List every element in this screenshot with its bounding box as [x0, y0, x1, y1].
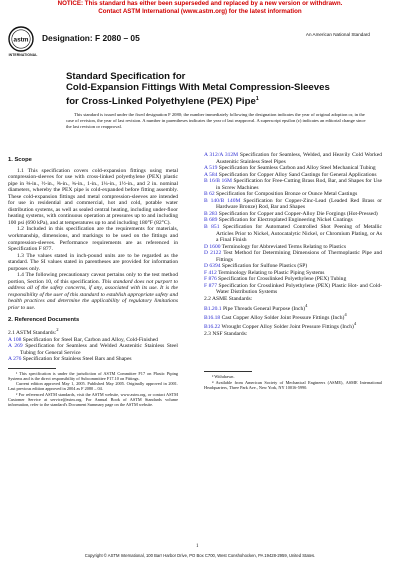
page-number: 1: [196, 544, 199, 549]
reference-link[interactable]: B1.20.1: [204, 305, 222, 312]
reference-item: [204, 198, 382, 211]
referenced-documents-heading: 2. Referenced Documents: [8, 316, 80, 323]
copyright-notice: Copyright © ASTM International, 100 Barr Harbor Drive, PO Box C700, West Conshohocken, PA 19428-2959, United States.: [84, 553, 316, 558]
footnote-divider: [8, 368, 56, 369]
logo-caption: INTERNATIONAL: [8, 53, 38, 57]
left-column: [8, 152, 178, 407]
title-line-3-text: for Cross-Linked Polyethylene (PEX) Pipe: [66, 95, 256, 107]
footnote: Current edition approved May 1, 2005. Published May 2005. Originally approved in 2001. Last previous edition approved in 2004 as F 2080 – 04.: [8, 381, 178, 392]
reference-title: Specification for Seamless Carbon and Alloy Steel Mechanical Tubing: [217, 165, 376, 172]
right-column: [204, 152, 382, 390]
scope-paragraph-4-text: 1.4 The following precautionary caveat pertains only to the test method portion, Section 10, of this specification.: [8, 272, 178, 285]
reference-link[interactable]: B 689: [204, 217, 218, 224]
footnote: ¹ This specification is under the jurisdiction of ASTM Committee F17 on Plastic Piping Systems and is the direct responsibility of Subcommittee F17.10 on Fittings.: [8, 370, 178, 381]
reference-title: Specification for Free-Cutting Brass Rod, Bar, and Shapes for Use in Screw Machines: [216, 178, 382, 191]
asme-reference-list: [204, 303, 382, 331]
footnote: ² For referenced ASTM standards, visit the ASTM website, www.astm.org, or contact ASTM Customer Service at service@astm.org. For Annual Book of ASTM Standards volume information, refer to the standard's Document Summary page on the ASTM website.: [8, 391, 178, 407]
reference-link[interactable]: B16.22: [204, 324, 221, 331]
reference-link[interactable]: F 412: [204, 269, 217, 276]
reference-title: Specification for Copper and Copper-Alloy Die Forgings (Hot-Pressed): [217, 210, 378, 217]
reference-link[interactable]: B 62: [204, 191, 215, 198]
reference-item: [204, 303, 382, 312]
reference-link[interactable]: A 519: [204, 165, 218, 172]
reference-link[interactable]: B 283: [204, 210, 218, 217]
reference-link[interactable]: F 876: [204, 276, 217, 283]
footnote: ⁴ Available from American Society of Mechanical Engineers (ASME), ASME International Headquarters, Three Park Ave., New York, NY 10016-5990.: [204, 379, 382, 390]
reference-item: [204, 321, 382, 330]
reference-item: [204, 152, 382, 165]
reference-title: Specification for Crosslinked Polyethylene (PEX) Tubing: [216, 276, 347, 283]
reference-link[interactable]: B 851: [204, 224, 220, 231]
notice-banner: [0, 0, 400, 15]
reference-title: Specification for Stainless Steel Bars and Shapes: [21, 356, 132, 363]
right-footnotes: [204, 374, 382, 390]
reference-title: Terminology for Abbreviated Terms Relating to Plastics: [220, 243, 346, 250]
left-footnotes: [8, 371, 178, 407]
right-reference-list: [204, 152, 382, 296]
reference-title: Specification for Steel Bar, Carbon and Alloy, Cold-Finished: [21, 336, 158, 343]
scope-heading: 1. Scope: [8, 157, 32, 163]
scope-paragraph-1: 1.1 This specification covers cold-expansion fittings using metal compression-sleeves for use with cross-linked polyethylene (PEX) plastic pipe in ⅜-in., ½-in., ⅝-in., ¾-in., 1-in., 1¼-in., 1½-in., and 2 in. nominal diameters, whereby the PEX pipe is cold-expanded before fitting assembly. These cold-expansion fittings and metal compression-sleeves are intended for use in residential and commercial, hot and cold, potable water distribution systems, as well as sealed central heating, including under-floor heating systems, with continuous operation at pressures up to and including 100 psi (690 kPa), and at temperatures up to and including 180°F (82°C).: [8, 167, 178, 226]
title-footnote-mark: 1: [255, 95, 259, 102]
reference-item: [8, 356, 178, 363]
footnote: ³ Withdrawn.: [212, 374, 235, 380]
reference-item: [204, 312, 382, 321]
document-title: [66, 72, 376, 108]
reference-footnote-mark: 4: [305, 302, 308, 308]
reference-title: Specification for Copper Alloy Sand Castings for General Applications: [217, 171, 377, 178]
scope-paragraph-2: 1.2 Included in this specification are the requirements for materials, workmanship, dimensions, and markings to be used on the fittings and compression-sleeves. Performance requirements are as referenced in Specification F 877.: [8, 226, 178, 253]
title-line-3: [66, 94, 376, 108]
astm-standards-mark: 2: [56, 327, 59, 333]
reference-title: Specification for Sulfone Plastics (SP): [220, 263, 308, 270]
reference-title: Specification for Seamless, Welded, and Heavily Cold Worked Austenitic Stainless Steel Pipes: [216, 152, 382, 165]
reference-title: Specification for Electroplated Engineering Nickel Coatings: [217, 217, 353, 224]
national-standard-label: An American National Standard: [305, 32, 370, 37]
reference-link[interactable]: A 269: [8, 343, 23, 350]
reference-link[interactable]: A 312/A 312M: [204, 152, 239, 158]
reference-link[interactable]: B 140/B 140M: [204, 197, 241, 204]
reference-link[interactable]: A 108: [8, 336, 22, 343]
svg-text:astm: astm: [13, 36, 29, 44]
notice-line-1: NOTICE: This standard has either been superseded and replaced by a new version or withdrawn.: [57, 0, 343, 7]
reference-title: Pipe Threads General Purpose (Inch): [221, 305, 306, 312]
reference-title: Specification for Seamless and Welded Austenitic Stainless Steel Tubing for General Service: [20, 343, 178, 356]
designation: Designation: F 2080 – 05: [42, 33, 140, 43]
nsf-standards-subheading: 2.3 NSF Standards:: [204, 330, 248, 337]
reference-title: Specification for Composition Bronze or Ounce Metal Castings: [214, 191, 358, 198]
footnote-divider-right: [204, 371, 252, 372]
astm-standards-subheading: [8, 327, 178, 336]
reference-item: [204, 283, 382, 296]
astm-standards-label: 2.1 ASTM Standards:: [8, 329, 57, 336]
reference-item: [8, 343, 178, 356]
reference-link[interactable]: B 16/B 16M: [204, 178, 232, 185]
notice-line-2: Contact ASTM International (www.astm.org) for the latest information: [98, 7, 302, 15]
scope-paragraph-4: [8, 272, 178, 311]
title-line-2: Cold-Expansion Fittings With Metal Compression-Sleeves: [66, 81, 330, 93]
reference-link[interactable]: B16.18: [204, 314, 221, 321]
reference-footnote-mark: 4: [353, 321, 357, 327]
reference-title: Specification for Copper-Zinc-Lead (Leaded Red Brass or Hardware Bronze) Rod, Bar and Shapes: [216, 197, 382, 211]
reference-title: Specification for Automated Controlled Shot Peening of Metallic Articles Prior to Nickel, Autocatalytic Nickel, or Chromium Plating, or As a Final Finish: [216, 224, 382, 244]
left-reference-list: [8, 337, 178, 363]
reference-title: Wrought Copper Alloy Solder Joint Pressure Fittings (Inch): [220, 324, 354, 331]
reference-item: [204, 178, 382, 191]
title-line-1: Standard Specification for: [66, 71, 186, 82]
asme-standards-subheading: 2.2 ASME Standards:: [204, 296, 253, 303]
reference-item: [204, 250, 382, 263]
issuance-note: This standard is issued under the fixed designation F 2080; the number immediately following the designation indicates the year of original adoption or, in the case of revision, the year of last revision. A number in parentheses indicates the year of last reapproval. A superscript epsilon (ε) indicates an editorial change since the last revision or reapproval.: [66, 112, 366, 129]
reference-title: Cast Copper Alloy Solder Joint Pressure Fittings (Inch): [220, 314, 345, 321]
reference-link[interactable]: A 584: [204, 171, 218, 178]
reference-link[interactable]: F 877: [204, 282, 217, 289]
reference-title: Terminology Relating to Plastic Piping Systems: [216, 269, 325, 276]
reference-item: [204, 224, 382, 244]
reference-link[interactable]: A 276: [8, 356, 22, 363]
astm-logo: [8, 26, 34, 52]
reference-link[interactable]: D 2122: [204, 250, 222, 257]
scope-paragraph-3: 1.3 The values stated in inch-pound units are to be regarded as the standard. The SI values stated in parentheses are provided for information purposes only.: [8, 252, 178, 272]
reference-link[interactable]: D 6394: [204, 263, 221, 270]
reference-title: Test Method for Determining Dimensions of Thermoplastic Pipe and Fittings: [216, 250, 382, 263]
safety-caveat: This standard does not purport to address all of the safety concerns, if any, associated with its use. It is the responsibility of the user of this standard to establish appropriate safety and health practices and determine the applicability of regulatory limitations prior to use.: [8, 278, 178, 312]
reference-title: Specification for Crosslinked Polyethylene (PEX) Plastic Hot- and Cold-Water Distribution Systems: [216, 282, 382, 296]
reference-link[interactable]: D 1600: [204, 243, 221, 250]
reference-footnote-mark: 4: [344, 311, 347, 317]
